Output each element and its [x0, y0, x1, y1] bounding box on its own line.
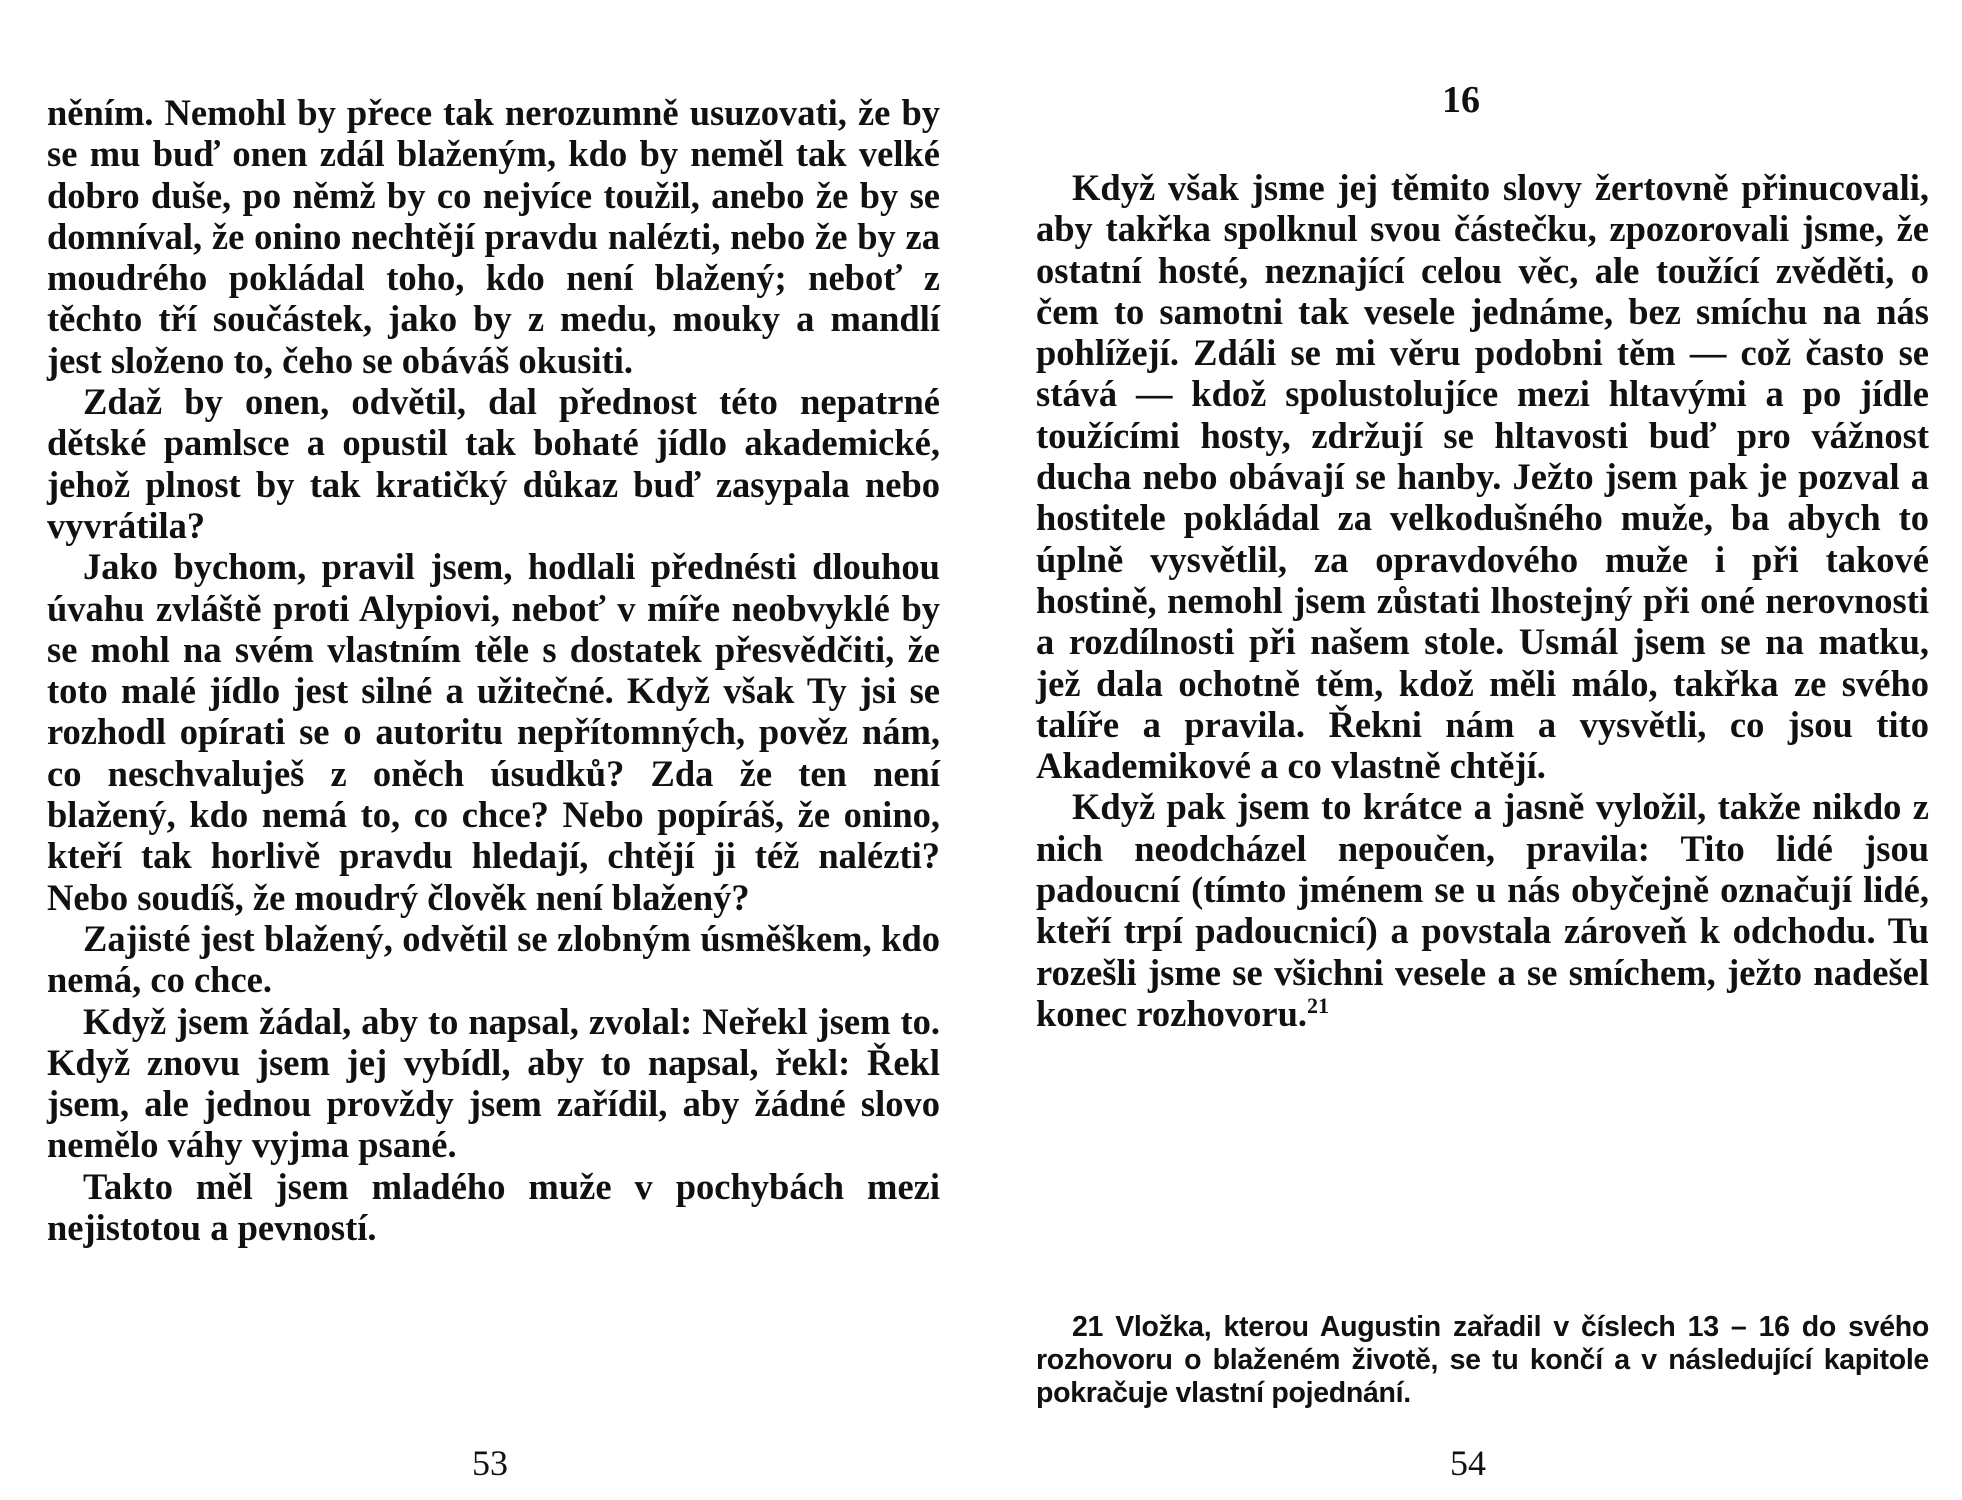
paragraph: něním. Nemohl by přece tak nerozumně usuzovati, že by se mu buď onen zdál blaženým, kdo by neměl tak velké dobro duše, po němž by co nejvíce toužil, anebo že by se domníval, že onino nechtějí pravdu nalézti, nebo že by za moudrého pokládal toho, kdo není blažený; neboť z těchto tří součástek, jako by z medu, mouky a mandlí jest složeno to, čeho se obáváš okusiti.: [47, 92, 940, 381]
paragraph: Jako bychom, pravil jsem, hodlali přednésti dlouhou úvahu zvláště proti Alypiovi, neboť v míře neobvyklé by se mohl na svém vlastním těle s dostatek přesvědčiti, že toto malé jídlo jest silné a užitečné. Když však Ty jsi se rozhodl opírati se o autoritu nepřítomných, pověz nám, co neschvaluješ z oněch úsudků? Zda že ten není blažený, kdo nemá to, co chce? Nebo popíráš, že onino, kteří tak horlivě pravdu hledají, chtějí ji též nalézti? Nebo soudíš, že moudrý člověk není blažený?: [47, 546, 940, 918]
footnote: [1036, 1311, 1929, 1410]
paragraph-text: Když pak jsem to krátce a jasně vyložil, takže nikdo z nich neodcházel nepoučen, pravila: Tito lidé jsou padoucní (tímto jménem se u nás obyčejně označují lidé, kteří trpí padoucnicí) a povstala zároveň k odchodu. Tu rozešli jsme se všichni vesele a se smíchem, ježto nadešel konec rozhovoru.: [1036, 786, 1929, 1034]
footnote-text: 21 Vložka, kterou Augustin zařadil v číslech 13 – 16 do svého rozhovoru o blaženém životě, se tu končí a v následující kapitole pokračuje vlastní pojednání.: [1036, 1311, 1929, 1409]
paragraph: [1036, 786, 1929, 1034]
page-number-right: 54: [1450, 1443, 1486, 1483]
footnote-reference[interactable]: 21: [1307, 992, 1330, 1018]
paragraph: Když však jsme jej těmito slovy žertovně přinucovali, aby takřka spolknul svou částečku, zpozorovali jsme, že ostatní hosté, neznající celou věc, ale toužící zvěděti, o čem to samotni tak vesele jednáme, bez smíchu na nás pohlížejí. Zdáli se mi věru podobni těm — což často se stává — kdož spolustolujíce mezi hltavými a po jídle toužícími hosty, zdržují se hltavosti buď pro vážnost ducha nebo obávají se hanby. Ježto jsem pak je pozval a hostitele pokládal za velkodušného muže, ba abych to úplně vysvětlil, za opravdového muže i při takové hostině, nemohl jsem zůstati lhostejný při oné nerovnosti a rozdílnosti při našem stole. Usmál jsem se na matku, jež dala ochotně těm, kdož měli málo, takřka ze svého talíře a pravila. Řekni nám a vysvětli, co jsou tito Akademikové a co vlastně chtějí.: [1036, 167, 1929, 787]
paragraph: Takto měl jsem mladého muže v pochybách mezi nejistotou a pevností.: [47, 1165, 940, 1249]
left-page-body: [47, 92, 940, 1248]
paragraph: Zajisté jest blažený, odvětil se zlobným úsměškem, kdo nemá, co chce.: [47, 917, 940, 1001]
right-page: [981, 0, 1962, 1500]
paragraph: Zdaž by onen, odvětil, dal přednost této nepatrné dětské pamlsce a opustil tak bohaté jídlo akademické, jehož plnost by tak kratičký důkaz buď zasypala nebo vyvrátila?: [47, 381, 940, 546]
right-page-body: [1036, 167, 1929, 1034]
paragraph: Když jsem žádal, aby to napsal, zvolal: Neřekl jsem to. Když znovu jsem jej vybídl, aby to napsal, řekl: Řekl jsem, ale jednou provždy jsem zařídil, aby žádné slovo nemělo váhy vyjma psané.: [47, 1000, 940, 1166]
section-number: 16: [1442, 79, 1480, 121]
page-number-left: 53: [472, 1443, 508, 1483]
